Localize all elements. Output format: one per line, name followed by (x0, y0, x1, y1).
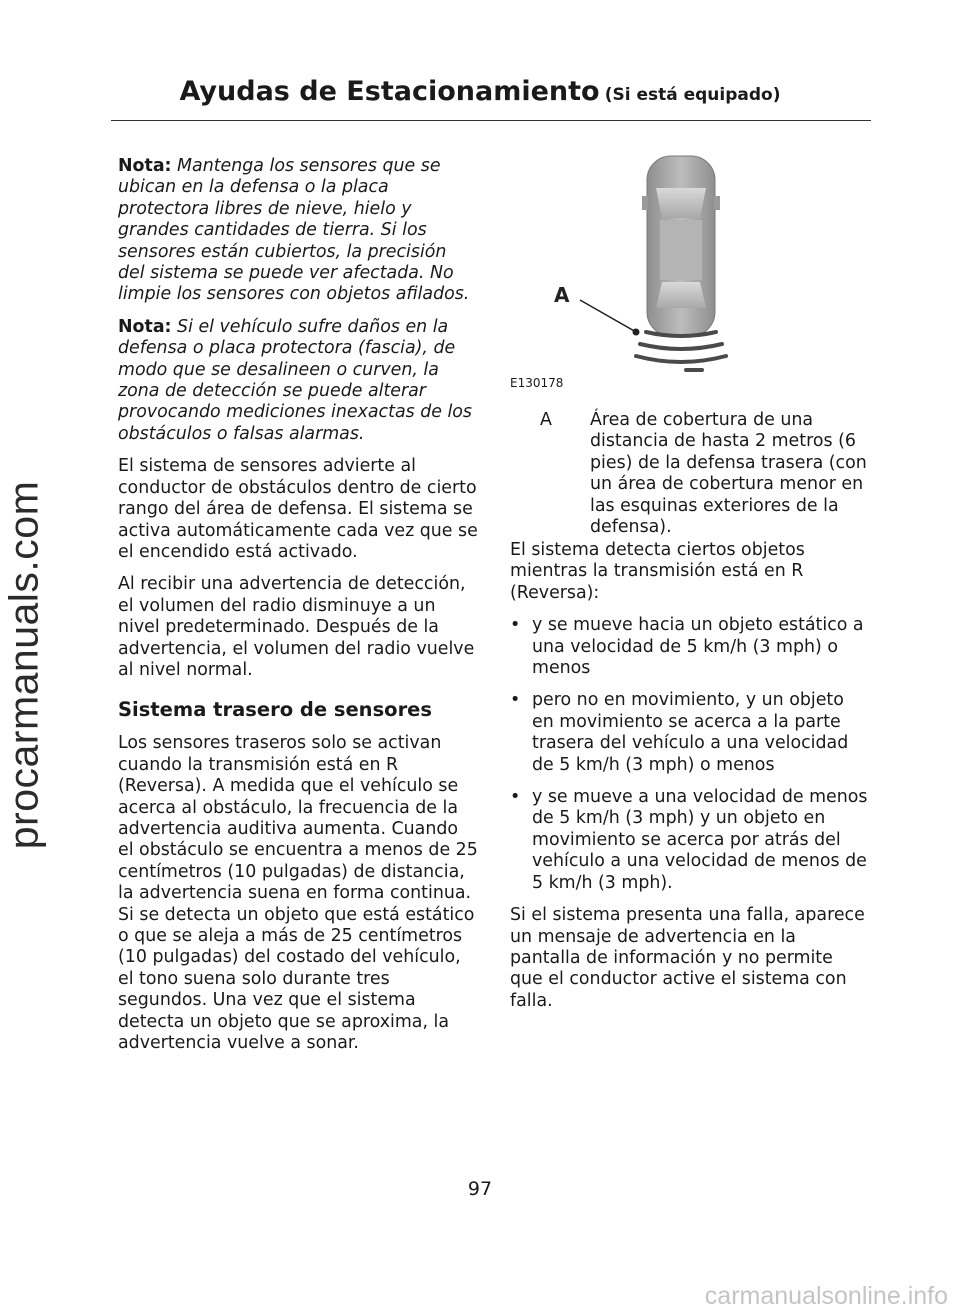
note-1-text: Mantenga los sensores que se ubican en la defensa o la placa protectora libres de nieve, hielo y grandes cantidades de tierra. Si los sensores están cubiertos, la precisión del sistema se puede ver afectada. No limpie los sensores con objetos afilados. (118, 156, 470, 305)
legend-description: Área de cobertura de una distancia de hasta 2 metros (6 pies) de la defensa trasera (con un área de cobertura menor en las esquinas exteriores de la defensa). (590, 410, 867, 538)
side-watermark-text: procarmanuals.com (0, 480, 47, 850)
page-title: Ayudas de Estacionamiento (179, 76, 600, 107)
legend-letter: A (540, 410, 552, 430)
car-sensor-illustration (510, 148, 870, 393)
note-2 (118, 317, 478, 445)
bullet-icon: • (510, 690, 521, 711)
list-item: • y se mueve hacia un objeto estático a una velocidad de 5 km/h (3 mph) o menos (510, 615, 864, 679)
list-item: • pero no en movimiento, y un objeto en movimiento se acerca a la parte trasera del vehículo a una velocidad de 5 km/h (3 mph) o menos (510, 690, 849, 775)
paragraph-2: Al recibir una advertencia de detección, el volumen del radio disminuye a un nivel predeterminado. Después de la advertencia, el volumen del radio vuelve al nivel normal. (118, 574, 475, 680)
note-1-label: Nota: (118, 156, 172, 176)
section-heading: Sistema trasero de sensores (118, 698, 433, 722)
list-item: • y se mueve a una velocidad de menos de 5 km/h (3 mph) y un objeto en movimiento se acerca por atrás del vehículo a una velocidad de menos de 5 km/h (3 mph). (510, 787, 868, 893)
car-icon (642, 156, 720, 336)
header-divider (111, 120, 871, 121)
left-column (118, 156, 478, 1065)
note-2-label: Nota: (118, 316, 172, 337)
right-closing: Si el sistema presenta una falla, aparece un mensaje de advertencia en la pantalla de información y no permite que el conductor active el sistema con falla. (510, 905, 865, 1011)
page-subtitle: (Si está equipado) (604, 85, 781, 105)
sensor-zone-arcs (636, 332, 726, 370)
bullet-icon: • (510, 787, 521, 808)
condition-list (510, 615, 870, 894)
parking-sensor-figure (510, 148, 870, 393)
note-1 (118, 156, 478, 306)
page-header (0, 76, 960, 107)
paragraph-3: Los sensores traseros solo se activan cuando la transmisión está en R (Reversa). A medida que el vehículo se acerca al obstáculo, la frecuencia de la advertencia auditiva aumenta. Cuando el obstáculo se encuentra a menos de 25 centímetros (10 pulgadas) de distancia, la advertencia suena en forma continua. Si se detecta un objeto que está estático o que se aleja a más de 25 centímetros (10 pulgadas) del costado del vehículo, el tono suena solo durante tres segundos. Una vez que el sistema detecta un objeto que se aproxima, la advertencia vuelve a sonar. (118, 733, 478, 1054)
figure-callout-a: A (554, 283, 570, 307)
bullet-icon: • (510, 615, 521, 636)
callout-leader (580, 300, 640, 336)
page-number: 97 (467, 1178, 493, 1200)
paragraph-1: El sistema de sensores advierte al conductor de obstáculos dentro de cierto rango del área de defensa. El sistema se activa automáticamente cada vez que se el encendido está activado. (118, 456, 478, 562)
right-intro: El sistema detecta ciertos objetos mientras la transmisión está en R (Reversa): (510, 540, 805, 603)
bottom-watermark: carmanualsonline.info (704, 1282, 948, 1310)
right-column (510, 540, 870, 1023)
note-2-text: Si el vehículo sufre daños en la defensa o placa protectora (fascia), de modo que se desalineen o curven, la zona de detección se puede alterar provocando mediciones inexactas de los obstáculos o falsas alarmas. (118, 316, 472, 444)
figure-code: E130178 (510, 376, 564, 390)
